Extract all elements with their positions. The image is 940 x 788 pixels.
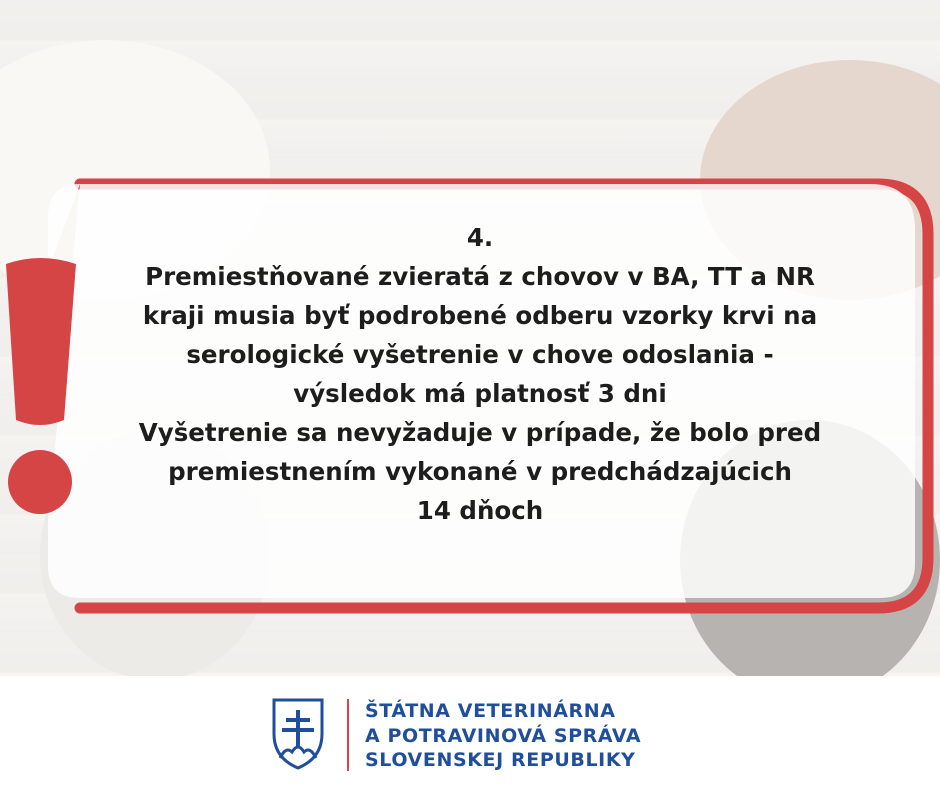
message-line: Vyšetrenie sa nevyžaduje v prípade, že bolo pred <box>138 418 822 447</box>
footer-divider <box>347 699 349 771</box>
message-line: výsledok má platnosť 3 dni <box>293 379 667 408</box>
message-line: 14 dňoch <box>416 496 544 525</box>
message-line: kraji musia byť podrobené odberu vzorky krvi na <box>142 301 818 330</box>
slovak-coat-of-arms-icon <box>272 698 324 770</box>
post-message <box>80 218 880 530</box>
org-line: ŠTÁTNA VETERINÁRNA <box>365 700 616 722</box>
organization-name <box>365 699 641 773</box>
message-line: premiestnením vykonané v predchádzajúcich <box>168 457 792 486</box>
org-line: A POTRAVINOVÁ SPRÁVA <box>365 724 642 747</box>
message-line: Premiestňované zvieratá z chovov v BA, TT a NR <box>145 262 815 291</box>
org-line: SLOVENSKEJ REPUBLIKY <box>365 749 636 771</box>
message-line: serologické vyšetrenie v chove odoslania - <box>186 340 774 369</box>
step-number: 4. <box>466 223 494 252</box>
exclamation-mark-icon <box>6 258 76 514</box>
